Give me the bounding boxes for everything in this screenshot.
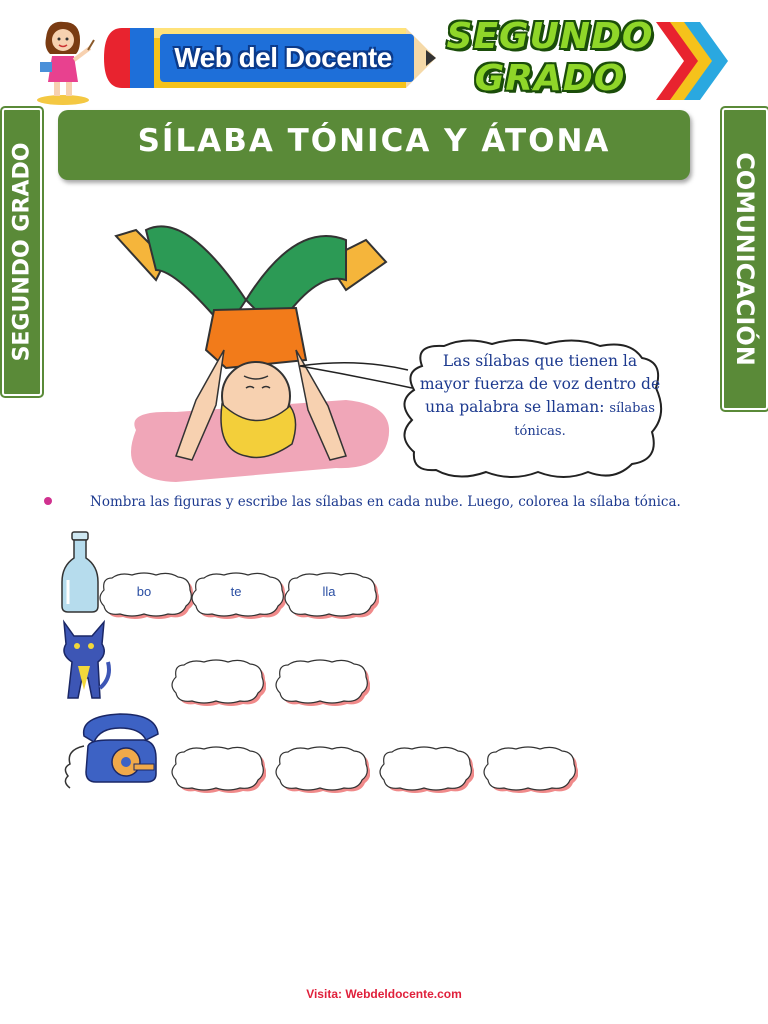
side-label-grade-text: SEGUNDO GRADO <box>9 142 35 362</box>
cat-icon <box>58 618 114 704</box>
bubble-term-2: tónicas. <box>514 424 566 439</box>
brand-pencil-logo <box>100 22 440 94</box>
grade-line-1: SEGUNDO <box>446 16 654 57</box>
bubble-line-1: Las sílabas que tienen la <box>442 352 638 370</box>
side-label-subject-text: COMUNICACIÓN <box>731 152 759 366</box>
side-label-subject <box>722 108 768 410</box>
teacher-mascot-icon <box>30 16 96 106</box>
bottle-icon <box>58 530 102 614</box>
syllable-text <box>482 744 574 788</box>
bubble-term-1: sílabas <box>609 401 655 416</box>
syllable-text: lla <box>322 584 336 599</box>
syllable-cloud[interactable] <box>274 657 370 707</box>
bubble-definition <box>412 350 668 443</box>
syllable-cloud[interactable] <box>274 744 370 794</box>
syllable-text: te <box>230 584 242 599</box>
syllable-cloud[interactable] <box>378 744 474 794</box>
instruction-text: Nombra las figuras y escribe las sílabas en cada nube. Luego, colorea la sílaba tónica. <box>90 494 681 510</box>
side-label-grade <box>2 108 42 396</box>
bubble-line-3: una palabra se llaman: <box>425 398 605 416</box>
syllable-cloud[interactable] <box>482 744 578 794</box>
bubble-line-2: mayor fuerza de voz dentro de <box>419 375 661 393</box>
syllable-cloud[interactable] <box>98 570 194 620</box>
telephone-icon <box>60 706 160 792</box>
grade-line-2: GRADO <box>474 58 626 99</box>
grade-badge <box>430 16 730 106</box>
syllable-text <box>274 657 366 701</box>
footer-link[interactable]: Visita: Webdeldocente.com <box>306 987 462 1001</box>
syllable-cloud[interactable] <box>283 570 379 620</box>
syllable-text <box>170 744 262 788</box>
syllable-cloud[interactable] <box>170 744 266 794</box>
brand-name: Web del Docente <box>174 42 392 73</box>
title-banner <box>58 110 690 180</box>
syllable-cloud[interactable] <box>190 570 286 620</box>
syllable-text <box>170 657 262 701</box>
bullet-icon <box>44 497 52 505</box>
syllable-text <box>274 744 366 788</box>
syllable-text: bo <box>136 584 152 599</box>
syllable-cloud[interactable] <box>170 657 266 707</box>
syllable-text <box>378 744 470 788</box>
page-title: SÍLABA TÓNICA Y ÁTONA <box>137 123 611 159</box>
